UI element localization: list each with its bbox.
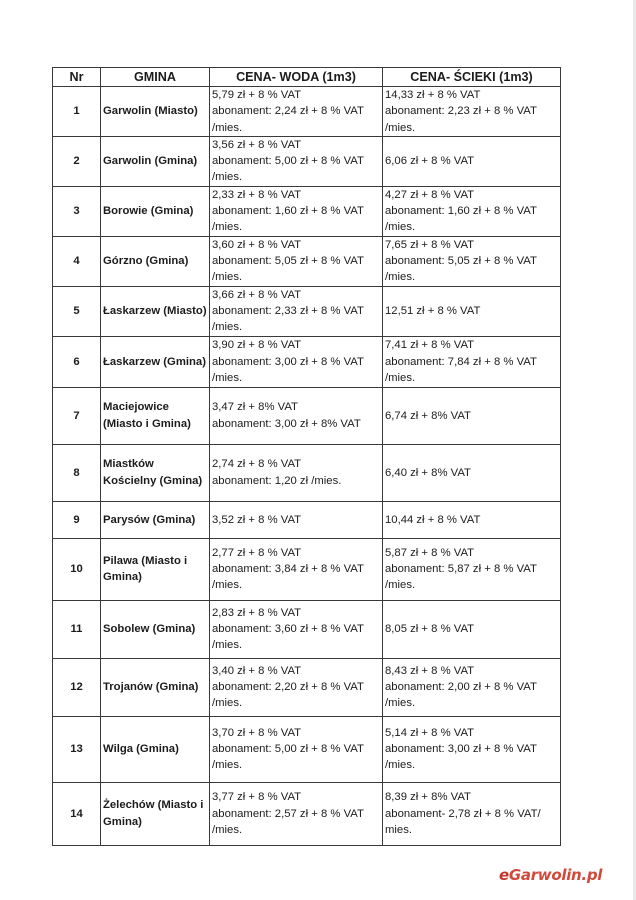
water-price xyxy=(210,600,383,658)
water-price-line: abonament: 5,05 zł + 8 % VAT xyxy=(212,255,364,268)
water-price-line: 3,77 zł + 8 % VAT xyxy=(212,791,302,804)
gmina-name-line: (Miasto i Gmina) xyxy=(103,417,191,430)
water-price-line: 2,83 zł + 8 % VAT xyxy=(212,606,302,619)
gmina-name-line: Borowie (Gmina) xyxy=(103,205,194,218)
sewage-price xyxy=(383,600,561,658)
row-number: 7 xyxy=(53,387,101,444)
sewage-price-line: abonament- 2,78 zł + 8 % VAT/ xyxy=(385,807,541,820)
table-row xyxy=(53,501,561,538)
gmina-name-line: Sobolew (Gmina) xyxy=(103,623,196,636)
row-number: 9 xyxy=(53,501,101,538)
header-scieki: CENA- ŚCIEKI (1m3) xyxy=(383,68,561,87)
water-price-line: 5,79 zł + 8 % VAT xyxy=(212,89,302,101)
gmina-name-line: Garwolin (Miasto) xyxy=(103,105,198,118)
sewage-price xyxy=(383,444,561,501)
sewage-price xyxy=(383,658,561,716)
water-price-line: 2,77 zł + 8 % VAT xyxy=(212,546,302,559)
water-price xyxy=(210,286,383,336)
water-price-line: 3,56 zł + 8 % VAT xyxy=(212,138,302,151)
water-price-line: /mies. xyxy=(212,271,243,284)
sewage-price-line: 12,51 zł + 8 % VAT xyxy=(385,305,481,318)
gmina-name xyxy=(101,716,210,782)
table-row xyxy=(53,336,561,387)
gmina-name xyxy=(101,501,210,538)
gmina-name-line: Pilawa (Miasto i xyxy=(103,554,188,567)
sewage-price-line: /mies. xyxy=(385,221,416,234)
water-price-line: abonament: 5,00 zł + 8 % VAT xyxy=(212,155,364,168)
sewage-price-line: 6,74 zł + 8% VAT xyxy=(385,409,471,422)
sewage-price-line: 8,43 zł + 8 % VAT xyxy=(385,664,475,677)
water-price-line: abonament: 1,60 zł + 8 % VAT xyxy=(212,205,364,218)
sewage-price xyxy=(383,286,561,336)
water-price-line: 3,40 zł + 8 % VAT xyxy=(212,664,302,677)
sewage-price xyxy=(383,336,561,387)
row-number: 3 xyxy=(53,186,101,236)
water-price-line: /mies. xyxy=(212,639,243,652)
row-number: 6 xyxy=(53,336,101,387)
sewage-price xyxy=(383,501,561,538)
gmina-name-line: Wilga (Gmina) xyxy=(103,743,179,756)
gmina-name-line: Maciejowice xyxy=(103,401,169,414)
sewage-price-line: 4,27 zł + 8 % VAT xyxy=(385,188,475,201)
gmina-name xyxy=(101,336,210,387)
table-row xyxy=(53,600,561,658)
sewage-price-line: /mies. xyxy=(385,579,416,592)
header-woda: CENA- WODA (1m3) xyxy=(210,68,383,87)
water-price-line: abonament: 2,57 zł + 8 % VAT xyxy=(212,807,364,820)
gmina-name xyxy=(101,444,210,501)
table-row xyxy=(53,286,561,336)
water-price xyxy=(210,136,383,186)
water-price xyxy=(210,658,383,716)
water-price-line: abonament: 2,33 zł + 8 % VAT xyxy=(212,305,364,318)
sewage-price-line: abonament: 3,00 zł + 8 % VAT xyxy=(385,743,537,756)
row-number: 2 xyxy=(53,136,101,186)
water-price xyxy=(210,387,383,444)
water-price-line: /mies. xyxy=(212,321,243,334)
table-row xyxy=(53,444,561,501)
water-price-line: /mies. xyxy=(212,371,243,384)
water-price xyxy=(210,236,383,286)
sewage-price-line: /mies. xyxy=(385,371,416,384)
water-price-line: abonament: 3,84 zł + 8 % VAT xyxy=(212,563,364,576)
water-price-line: abonament: 2,24 zł + 8 % VAT xyxy=(212,105,364,118)
gmina-name-line: Gmina) xyxy=(103,571,142,584)
logo-prefix: e xyxy=(499,866,509,884)
gmina-name-line: Żelechów (Miasto i xyxy=(103,799,204,812)
sewage-price-line: 6,06 zł + 8 % VAT xyxy=(385,155,475,168)
sewage-price-line: /mies. xyxy=(385,271,416,284)
table-row xyxy=(53,236,561,286)
table-body xyxy=(53,87,561,846)
sewage-price-line: 5,87 zł + 8 % VAT xyxy=(385,546,475,559)
water-price-line: abonament: 3,00 zł + 8 % VAT xyxy=(212,355,364,368)
water-price-line: /mies. xyxy=(212,823,243,836)
table-row xyxy=(53,87,561,137)
gmina-name-line: Łaskarzew (Miasto) xyxy=(103,305,207,318)
gmina-name xyxy=(101,186,210,236)
water-price xyxy=(210,782,383,845)
gmina-name-line: Gmina) xyxy=(103,815,142,828)
sewage-price-line: abonament: 7,84 zł + 8 % VAT xyxy=(385,355,537,368)
water-price xyxy=(210,336,383,387)
water-price-line: abonament: 5,00 zł + 8 % VAT xyxy=(212,743,364,756)
water-price xyxy=(210,186,383,236)
sewage-price-line: abonament: 1,60 zł + 8 % VAT xyxy=(385,205,537,218)
water-price-line: /mies. xyxy=(212,121,243,134)
sewage-price-line: 7,41 zł + 8 % VAT xyxy=(385,339,475,352)
sewage-price-line: /mies. xyxy=(385,697,416,710)
water-price-line: /mies. xyxy=(212,171,243,184)
header-nr: Nr xyxy=(53,68,101,87)
gmina-name xyxy=(101,286,210,336)
water-price xyxy=(210,87,383,137)
sewage-price xyxy=(383,387,561,444)
gmina-name xyxy=(101,782,210,845)
gmina-name xyxy=(101,538,210,600)
water-price-line: 2,33 zł + 8 % VAT xyxy=(212,188,302,201)
water-price-line: 3,47 zł + 8% VAT xyxy=(212,401,298,414)
gmina-name-line: Górzno (Gmina) xyxy=(103,255,189,268)
sewage-price xyxy=(383,716,561,782)
table-row xyxy=(53,658,561,716)
row-number: 12 xyxy=(53,658,101,716)
gmina-name-line: Kościelny (Gmina) xyxy=(103,474,203,487)
row-number: 14 xyxy=(53,782,101,845)
sewage-price xyxy=(383,236,561,286)
price-table xyxy=(52,67,561,846)
gmina-name-line: Garwolin (Gmina) xyxy=(103,155,198,168)
sewage-price-line: /mies. xyxy=(385,759,416,772)
sewage-price-line: mies. xyxy=(385,823,412,836)
water-price xyxy=(210,501,383,538)
water-price-line: 3,52 zł + 8 % VAT xyxy=(212,513,302,526)
egarwolin-logo xyxy=(499,866,602,884)
sewage-price xyxy=(383,538,561,600)
water-price-line: 3,60 zł + 8 % VAT xyxy=(212,238,302,251)
sewage-price-line: abonament: 2,00 zł + 8 % VAT xyxy=(385,681,537,694)
logo-text: Garwolin.pl xyxy=(508,866,603,884)
sewage-price-line: 14,33 zł + 8 % VAT xyxy=(385,89,481,101)
water-price-line: 3,90 zł + 8 % VAT xyxy=(212,339,302,352)
sewage-price-line: abonament: 2,23 zł + 8 % VAT xyxy=(385,105,537,118)
water-price xyxy=(210,444,383,501)
gmina-name xyxy=(101,387,210,444)
row-number: 4 xyxy=(53,236,101,286)
water-price-line: 3,70 zł + 8 % VAT xyxy=(212,726,302,739)
gmina-name-line: Miastków xyxy=(103,458,154,471)
gmina-name-line: Parysów (Gmina) xyxy=(103,513,196,526)
water-price-line: abonament: 3,00 zł + 8% VAT xyxy=(212,417,361,430)
water-price-line: 3,66 zł + 8 % VAT xyxy=(212,288,302,301)
sewage-price-line: 6,40 zł + 8% VAT xyxy=(385,466,471,479)
gmina-name xyxy=(101,658,210,716)
gmina-name-line: Trojanów (Gmina) xyxy=(103,681,199,694)
water-price xyxy=(210,716,383,782)
sewage-price xyxy=(383,87,561,137)
sewage-price xyxy=(383,186,561,236)
gmina-name xyxy=(101,136,210,186)
table-row xyxy=(53,716,561,782)
water-price xyxy=(210,538,383,600)
sewage-price xyxy=(383,136,561,186)
water-price-line: /mies. xyxy=(212,697,243,710)
sewage-price-line: abonament: 5,87 zł + 8 % VAT xyxy=(385,563,537,576)
sewage-price-line: 8,39 zł + 8% VAT xyxy=(385,791,471,804)
water-price-line: 2,74 zł + 8 % VAT xyxy=(212,458,302,471)
gmina-name xyxy=(101,87,210,137)
table-row xyxy=(53,782,561,845)
table-row xyxy=(53,387,561,444)
water-price-line: /mies. xyxy=(212,579,243,592)
row-number: 11 xyxy=(53,600,101,658)
gmina-name xyxy=(101,600,210,658)
row-number: 10 xyxy=(53,538,101,600)
row-number: 1 xyxy=(53,87,101,137)
water-price-line: abonament: 1,20 zł /mies. xyxy=(212,474,342,487)
water-price-line: abonament: 2,20 zł + 8 % VAT xyxy=(212,681,364,694)
sewage-price-line: 7,65 zł + 8 % VAT xyxy=(385,238,475,251)
table-row xyxy=(53,186,561,236)
water-price-line: abonament: 3,60 zł + 8 % VAT xyxy=(212,623,364,636)
sewage-price-line: abonament: 5,05 zł + 8 % VAT xyxy=(385,255,537,268)
sewage-price-line: /mies. xyxy=(385,121,416,134)
gmina-name xyxy=(101,236,210,286)
row-number: 5 xyxy=(53,286,101,336)
gmina-name-line: Łaskarzew (Gmina) xyxy=(103,355,206,368)
table-row xyxy=(53,136,561,186)
table-row xyxy=(53,538,561,600)
header-row xyxy=(53,68,561,87)
sewage-price-line: 10,44 zł + 8 % VAT xyxy=(385,513,481,526)
header-gmina: GMINA xyxy=(101,68,210,87)
sewage-price-line: 8,05 zł + 8 % VAT xyxy=(385,623,475,636)
water-price-line: /mies. xyxy=(212,221,243,234)
water-price-line: /mies. xyxy=(212,759,243,772)
sewage-price-line: 5,14 zł + 8 % VAT xyxy=(385,726,475,739)
sewage-price xyxy=(383,782,561,845)
row-number: 8 xyxy=(53,444,101,501)
row-number: 13 xyxy=(53,716,101,782)
